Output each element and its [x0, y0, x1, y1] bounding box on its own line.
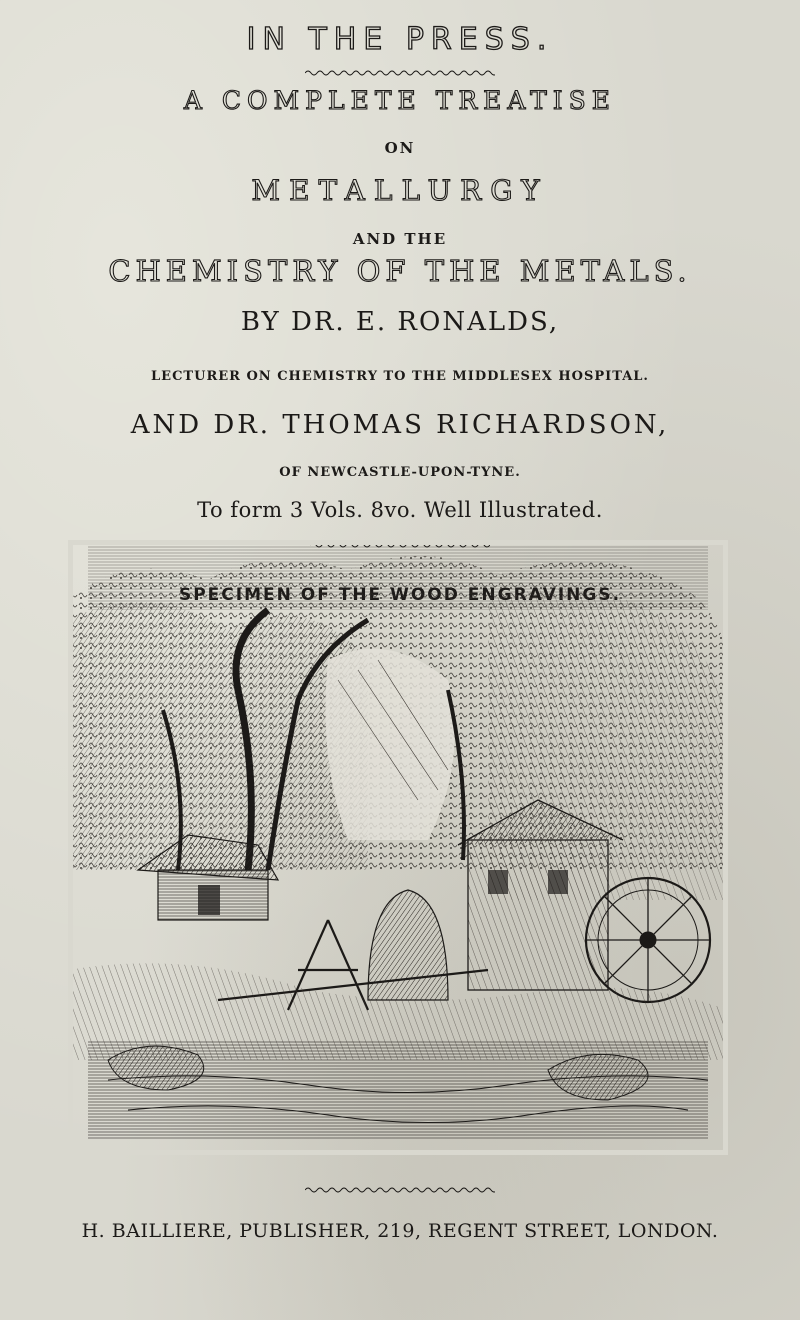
wood-engraving-illustration	[68, 540, 728, 1155]
publisher-imprint: H. BAILLIERE, PUBLISHER, 219, REGENT STREET, LONDON.	[81, 1220, 719, 1242]
title-line-2: METALLURGY	[251, 174, 549, 207]
wavy-rule-top	[305, 68, 495, 78]
word-on: ON	[384, 139, 416, 157]
author-ronalds-affiliation: LECTURER ON CHEMISTRY TO THE MIDDLESEX HOSPITAL.	[151, 369, 649, 384]
title-line-3: CHEMISTRY OF THE METALS.	[108, 254, 692, 288]
author-richardson: AND DR. THOMAS RICHARDSON,	[130, 410, 670, 440]
author-richardson-affiliation: OF NEWCASTLE-UPON-TYNE.	[279, 465, 521, 480]
volumes-note: To form 3 Vols. 8vo. Well Illustrated.	[197, 498, 603, 522]
wavy-rule-bottom	[305, 1185, 495, 1195]
title-line-1: A COMPLETE TREATISE	[183, 86, 617, 115]
author-ronalds: BY DR. E. RONALDS,	[240, 307, 560, 337]
words-and-the: AND THE	[352, 230, 448, 248]
header-in-the-press: IN THE PRESS.	[246, 22, 554, 57]
